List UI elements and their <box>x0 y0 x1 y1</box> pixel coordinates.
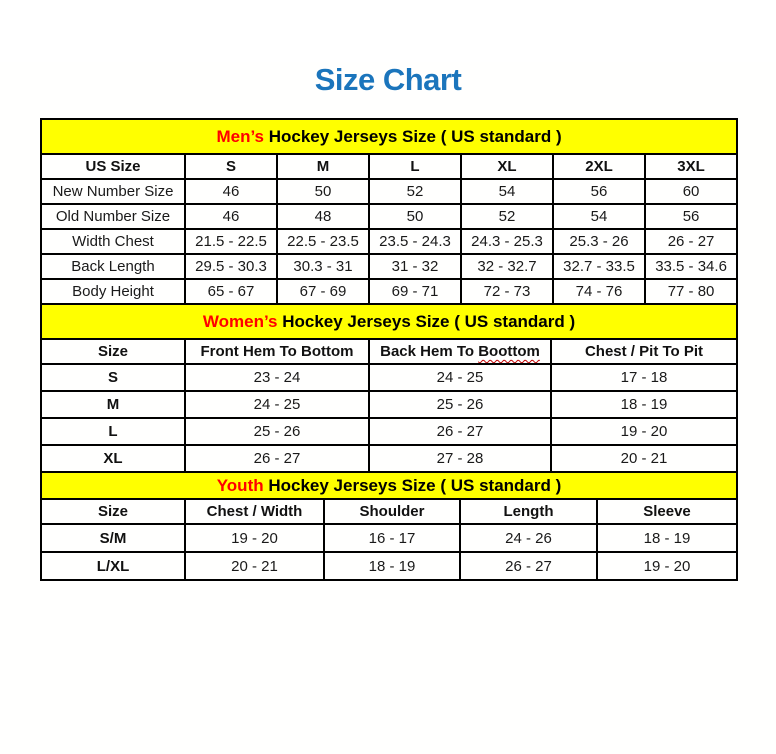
row-label: S <box>41 364 185 391</box>
size-cell: 23 - 24 <box>185 364 369 391</box>
mens-section-title: Hockey Jerseys Size ( US standard ) <box>264 126 562 146</box>
size-cell: 18 - 19 <box>551 391 737 418</box>
size-cell: 24 - 26 <box>460 524 597 552</box>
column-header: Length <box>460 499 597 524</box>
column-header: 3XL <box>645 154 737 179</box>
size-cell: 18 - 19 <box>597 524 737 552</box>
size-cell: 31 - 32 <box>369 254 461 279</box>
row-label: New Number Size <box>41 179 185 204</box>
size-cell: 26 - 27 <box>460 552 597 580</box>
column-header-text: Back Hem To <box>380 343 479 360</box>
size-cell: 46 <box>185 179 277 204</box>
mens-size-table <box>40 118 738 305</box>
size-cell: 46 <box>185 204 277 229</box>
size-cell: 19 - 20 <box>185 524 324 552</box>
size-cell: 26 - 27 <box>185 445 369 472</box>
size-cell: 29.5 - 30.3 <box>185 254 277 279</box>
size-cell: 72 - 73 <box>461 279 553 304</box>
size-cell: 21.5 - 22.5 <box>185 229 277 254</box>
size-cell: 26 - 27 <box>645 229 737 254</box>
size-cell: 52 <box>369 179 461 204</box>
size-cell: 74 - 76 <box>553 279 645 304</box>
size-cell: 56 <box>553 179 645 204</box>
size-cell: 25 - 26 <box>185 418 369 445</box>
size-cell: 24 - 25 <box>369 364 551 391</box>
size-cell: 18 - 19 <box>324 552 460 580</box>
row-label: Width Chest <box>41 229 185 254</box>
size-chart-tables <box>40 118 736 581</box>
size-cell: 77 - 80 <box>645 279 737 304</box>
womens-size-table <box>40 303 738 473</box>
youth-section-header <box>41 472 737 499</box>
womens-section-highlight: Women’s <box>202 311 278 331</box>
column-header: Front Hem To Bottom <box>185 339 369 364</box>
mens-section-highlight: Men’s <box>216 126 264 146</box>
size-cell: 22.5 - 23.5 <box>277 229 369 254</box>
womens-section-title: Hockey Jerseys Size ( US standard ) <box>277 311 576 331</box>
row-label: S/M <box>41 524 185 552</box>
size-cell: 25 - 26 <box>369 391 551 418</box>
size-cell: 69 - 71 <box>369 279 461 304</box>
youth-section-title: Hockey Jerseys Size ( US standard ) <box>263 475 562 495</box>
size-cell: 56 <box>645 204 737 229</box>
column-header: 2XL <box>553 154 645 179</box>
size-cell: 48 <box>277 204 369 229</box>
mens-section-header <box>41 119 737 154</box>
size-cell: 50 <box>369 204 461 229</box>
size-cell: 16 - 17 <box>324 524 460 552</box>
column-header <box>369 339 551 364</box>
row-label: Body Height <box>41 279 185 304</box>
size-cell: 32.7 - 33.5 <box>553 254 645 279</box>
column-header: Size <box>41 339 185 364</box>
row-label: L/XL <box>41 552 185 580</box>
size-cell: 17 - 18 <box>551 364 737 391</box>
row-label: Back Length <box>41 254 185 279</box>
size-cell: 54 <box>461 179 553 204</box>
column-header: Chest / Pit To Pit <box>551 339 737 364</box>
size-cell: 23.5 - 24.3 <box>369 229 461 254</box>
column-header: L <box>369 154 461 179</box>
size-chart-page <box>0 62 776 581</box>
column-header: XL <box>461 154 553 179</box>
youth-section-highlight: Youth <box>216 475 264 495</box>
size-cell: 30.3 - 31 <box>277 254 369 279</box>
size-cell: 26 - 27 <box>369 418 551 445</box>
youth-size-table <box>40 471 738 581</box>
size-cell: 60 <box>645 179 737 204</box>
column-header: Shoulder <box>324 499 460 524</box>
size-cell: 54 <box>553 204 645 229</box>
column-header: Chest / Width <box>185 499 324 524</box>
size-cell: 20 - 21 <box>551 445 737 472</box>
size-cell: 19 - 20 <box>597 552 737 580</box>
size-cell: 20 - 21 <box>185 552 324 580</box>
size-cell: 32 - 32.7 <box>461 254 553 279</box>
size-cell: 27 - 28 <box>369 445 551 472</box>
womens-section-header <box>41 304 737 339</box>
row-label: Old Number Size <box>41 204 185 229</box>
column-header: US Size <box>41 154 185 179</box>
misspelled-word-squiggle: Boottom <box>478 343 540 360</box>
column-header: S <box>185 154 277 179</box>
row-label: L <box>41 418 185 445</box>
column-header: Size <box>41 499 185 524</box>
size-cell: 50 <box>277 179 369 204</box>
column-header: M <box>277 154 369 179</box>
size-cell: 19 - 20 <box>551 418 737 445</box>
size-cell: 25.3 - 26 <box>553 229 645 254</box>
size-cell: 24 - 25 <box>185 391 369 418</box>
column-header: Sleeve <box>597 499 737 524</box>
size-cell: 65 - 67 <box>185 279 277 304</box>
size-cell: 67 - 69 <box>277 279 369 304</box>
size-cell: 33.5 - 34.6 <box>645 254 737 279</box>
row-label: M <box>41 391 185 418</box>
page-title: Size Chart <box>314 62 462 97</box>
size-cell: 24.3 - 25.3 <box>461 229 553 254</box>
size-cell: 52 <box>461 204 553 229</box>
row-label: XL <box>41 445 185 472</box>
